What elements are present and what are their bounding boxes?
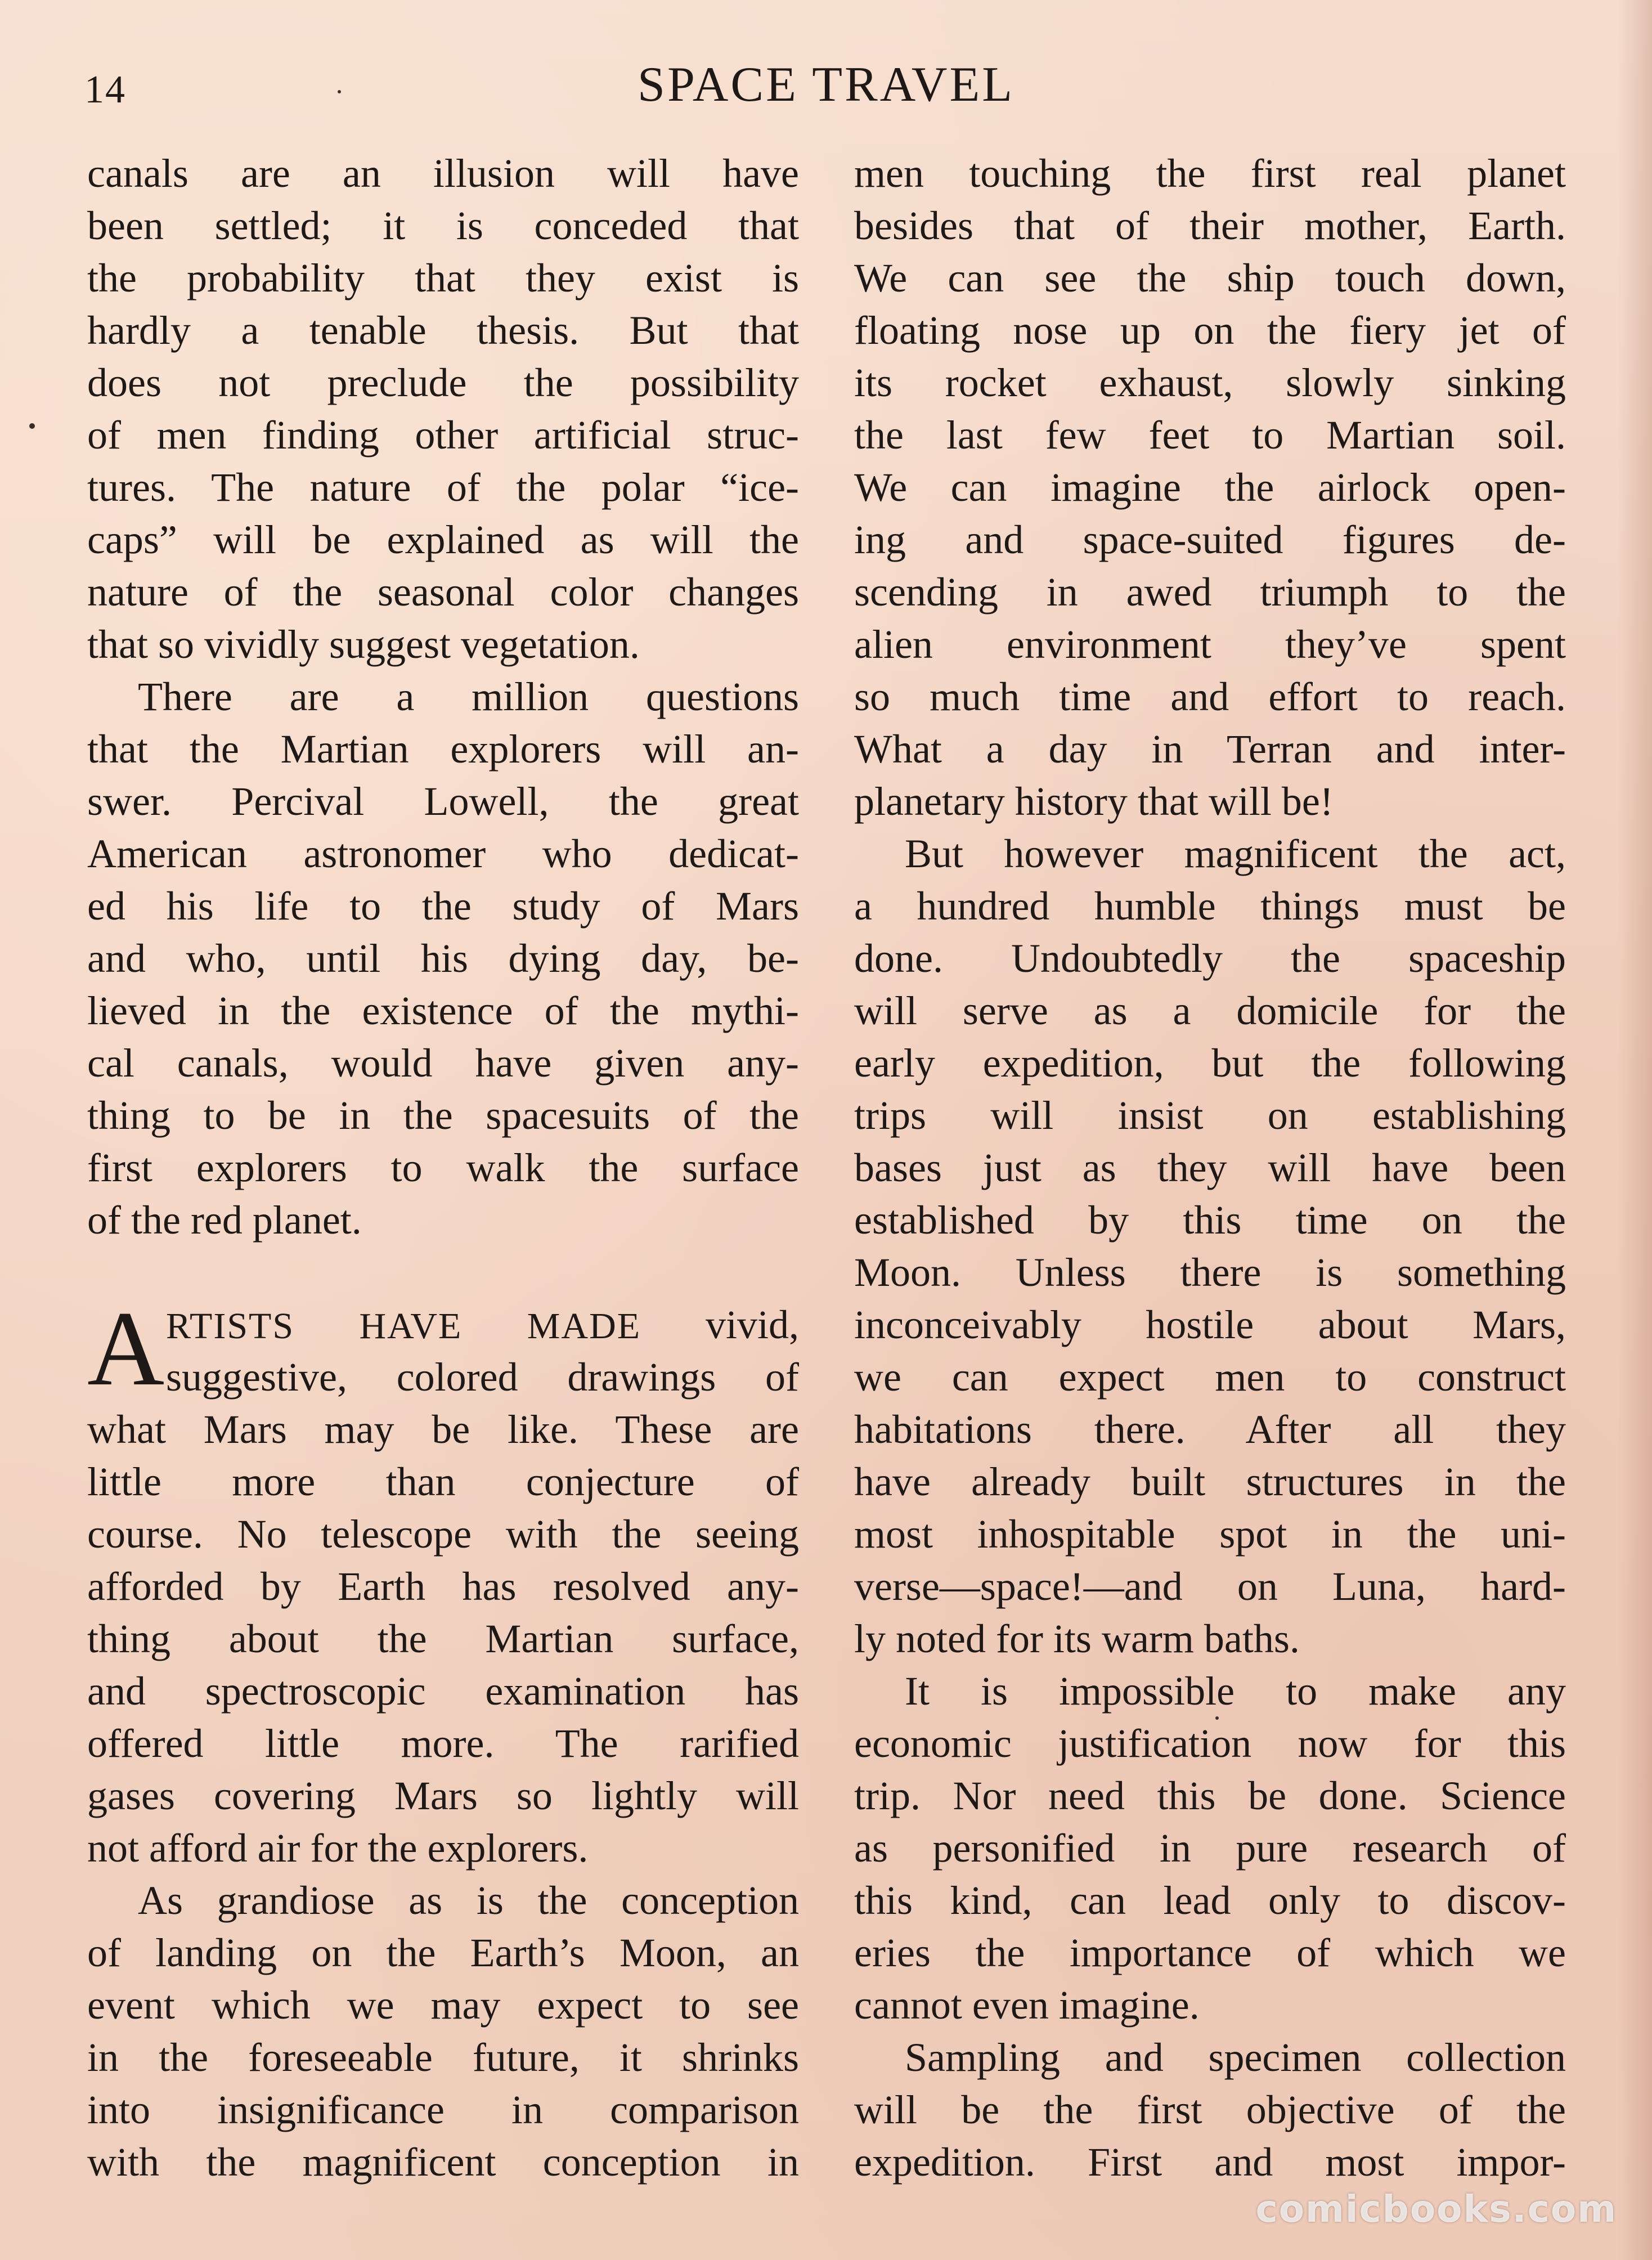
text-line: We can imagine the airlock open- bbox=[854, 465, 1566, 510]
text-line: floating nose up on the fiery jet of bbox=[854, 308, 1566, 353]
text-line: the last few feet to Martian soil. bbox=[854, 412, 1566, 458]
text-line: cal canals, would have given any- bbox=[87, 1041, 799, 1086]
text-line: There are a million questions bbox=[138, 674, 799, 719]
text-line: of the red planet. bbox=[87, 1198, 362, 1243]
paragraph-humble-things bbox=[854, 828, 1566, 1665]
text-line: ly noted for its warm baths. bbox=[854, 1616, 1300, 1661]
text-line: ed his life to the study of Mars bbox=[87, 884, 799, 929]
text-line: ing and space-suited figures de- bbox=[854, 517, 1566, 562]
text-line: alien environment they’ve spent bbox=[854, 622, 1566, 667]
paragraph-questions bbox=[87, 671, 799, 1246]
ink-speck bbox=[29, 423, 35, 429]
text-line: offered little more. The rarified bbox=[87, 1721, 799, 1766]
text-line: we can expect men to construct bbox=[854, 1355, 1566, 1400]
text-line: swer. Percival Lowell, the great bbox=[87, 779, 799, 824]
text-line: As grandiose as is the conception bbox=[138, 1878, 799, 1923]
text-line: will be the first objective of the bbox=[854, 2087, 1566, 2132]
text-line: What a day in Terran and inter- bbox=[854, 727, 1566, 772]
text-line: habitations there. After all they bbox=[854, 1407, 1566, 1452]
text-line: what Mars may be like. These are bbox=[87, 1407, 799, 1452]
drop-cap: A bbox=[87, 1290, 165, 1408]
text-line: with the magnificent conception in bbox=[87, 2140, 799, 2185]
ink-speck bbox=[338, 90, 341, 93]
text-line: first explorers to walk the surface bbox=[87, 1145, 799, 1190]
paragraph-artists bbox=[87, 1290, 800, 1875]
text-line: economic justification now for this bbox=[854, 1721, 1566, 1766]
text-line: nature of the seasonal color changes bbox=[87, 570, 799, 615]
watermark: comicbooks.com bbox=[1255, 2187, 1617, 2231]
text-line: of landing on the Earth’s Moon, an bbox=[87, 1930, 799, 1975]
text-line: bases just as they will have been bbox=[854, 1145, 1566, 1190]
text-line: men touching the first real planet bbox=[854, 151, 1566, 196]
text-line: of men finding other artificial struc- bbox=[87, 412, 799, 458]
text-line: planetary history that will be! bbox=[854, 779, 1334, 824]
page-edge-shadow bbox=[1618, 0, 1652, 2260]
text-line: trips will insist on establishing bbox=[854, 1093, 1566, 1138]
text-line: trip. Nor need this be done. Science bbox=[854, 1773, 1566, 1818]
text-line: caps” will be explained as will the bbox=[87, 517, 799, 562]
paragraph-grandiose bbox=[87, 1875, 799, 2189]
text-line: been settled; it is conceded that bbox=[87, 203, 799, 248]
text-line: this kind, can lead only to discov- bbox=[854, 1878, 1566, 1923]
text-line: tures. The nature of the polar “ice- bbox=[87, 465, 799, 510]
page-number: 14 bbox=[84, 68, 126, 111]
running-head: SPACE TRAVEL bbox=[638, 57, 1014, 112]
text-line: established by this time on the bbox=[854, 1198, 1566, 1243]
text-line: We can see the ship touch down, bbox=[854, 255, 1566, 301]
paragraph-canals bbox=[87, 147, 799, 671]
text-line: gases covering Mars so lightly will bbox=[87, 1773, 799, 1818]
lead-continuation: vivid, bbox=[706, 1302, 800, 1347]
text-line: a hundred humble things must be bbox=[854, 884, 1566, 929]
text-line: thing to be in the spacesuits of the bbox=[87, 1093, 799, 1138]
text-line: suggestive, colored drawings of bbox=[166, 1355, 799, 1400]
text-line: so much time and effort to reach. bbox=[854, 674, 1566, 719]
text-line: cannot even imagine. bbox=[854, 1983, 1200, 2028]
paragraph-justification bbox=[854, 1665, 1566, 2032]
left-column bbox=[87, 147, 799, 2189]
paragraph-sampling bbox=[854, 2032, 1566, 2189]
text-line: most inhospitable spot in the uni- bbox=[854, 1512, 1566, 1557]
text-line: eries the importance of which we bbox=[854, 1930, 1566, 1975]
text-line: does not preclude the possibility bbox=[87, 360, 799, 405]
text-line: its rocket exhaust, slowly sinking bbox=[854, 360, 1566, 405]
text-line: early expedition, but the following bbox=[854, 1041, 1566, 1086]
text-line: not afford air for the explorers. bbox=[87, 1826, 589, 1871]
text-line: Sampling and specimen collection bbox=[905, 2035, 1566, 2080]
text-line: canals are an illusion will have bbox=[87, 151, 799, 196]
text-line: that the Martian explorers will an- bbox=[87, 727, 799, 772]
text-line: besides that of their mother, Earth. bbox=[854, 203, 1566, 248]
text-line: expedition. First and most impor- bbox=[854, 2140, 1566, 2185]
right-column bbox=[854, 147, 1566, 2189]
text-line: verse—space!—and on Luna, hard- bbox=[854, 1564, 1566, 1609]
text-line: in the foreseeable future, it shrinks bbox=[87, 2035, 799, 2080]
text-line: It is impossible to make any bbox=[905, 1669, 1566, 1714]
text-line: But however magnificent the act, bbox=[905, 831, 1566, 876]
text-line: as personified in pure research of bbox=[854, 1826, 1566, 1871]
text-line: have already built structures in the bbox=[854, 1459, 1566, 1504]
text-line: afforded by Earth has resolved any- bbox=[87, 1564, 799, 1609]
text-line: the probability that they exist is bbox=[87, 255, 799, 301]
drop-cap-block bbox=[87, 1290, 800, 1408]
text-line: American astronomer who dedicat- bbox=[87, 831, 799, 876]
paragraph-touchdown bbox=[854, 147, 1566, 828]
text-line: will serve as a domicile for the bbox=[854, 988, 1566, 1033]
text-line: scending in awed triumph to the bbox=[854, 570, 1566, 615]
text-line: course. No telescope with the seeing bbox=[87, 1512, 799, 1557]
text-line: into insignificance in comparison bbox=[87, 2087, 799, 2132]
text-line: hardly a tenable thesis. But that bbox=[87, 308, 799, 353]
text-line bbox=[166, 1299, 799, 1351]
text-line: inconceivably hostile about Mars, bbox=[854, 1302, 1566, 1347]
text-line: Moon. Unless there is something bbox=[854, 1250, 1566, 1295]
text-line: little more than conjecture of bbox=[87, 1459, 799, 1504]
section-break bbox=[87, 1246, 799, 1299]
text-line: that so vividly suggest vegetation. bbox=[87, 622, 640, 667]
text-line: thing about the Martian surface, bbox=[87, 1616, 799, 1661]
ink-speck bbox=[1215, 1716, 1219, 1720]
small-caps-lead: RTISTS HAVE MADE bbox=[166, 1306, 641, 1347]
text-line: done. Undoubtedly the spaceship bbox=[854, 936, 1566, 981]
text-line: event which we may expect to see bbox=[87, 1983, 799, 2028]
text-line: and who, until his dying day, be- bbox=[87, 936, 799, 981]
text-line: and spectroscopic examination has bbox=[87, 1669, 799, 1714]
text-line: lieved in the existence of the mythi- bbox=[87, 988, 799, 1033]
